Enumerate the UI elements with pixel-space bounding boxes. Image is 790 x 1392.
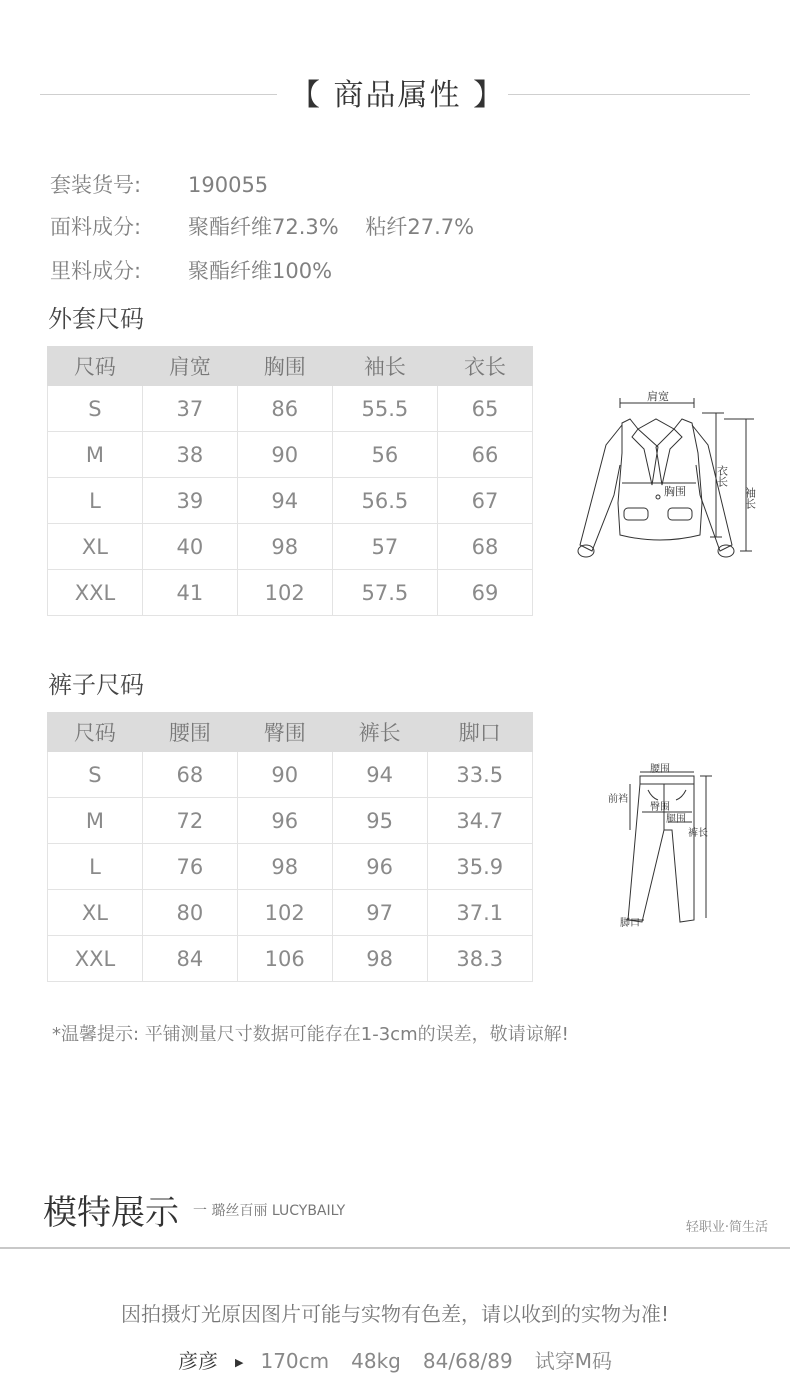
table-cell: 96: [237, 798, 332, 844]
diagram-label-thigh: 腿围: [666, 814, 686, 825]
table-cell: 95: [332, 798, 427, 844]
table-row: [48, 524, 533, 570]
table-cell: 106: [237, 936, 332, 982]
attr-fabric: [50, 211, 474, 241]
table-cell: XL: [48, 890, 143, 936]
model-section-title: 模特展示: [43, 1193, 179, 1233]
attr-value: 聚酯纤维100%: [188, 259, 333, 283]
diagram-label-front-rise: 前裆: [608, 794, 628, 805]
arrow-right-icon: ▶: [235, 1356, 244, 1369]
model-measurements: 84/68/89: [422, 1349, 513, 1373]
table-cell: S: [48, 752, 143, 798]
attr-label: 套装货号:: [50, 173, 142, 197]
jacket-measurement-diagram: [570, 385, 770, 570]
model-fit-size: 试穿M码: [534, 1349, 612, 1373]
column-header: 胸围: [237, 347, 332, 386]
table-cell: L: [48, 844, 143, 890]
table-cell: 76: [142, 844, 237, 890]
model-weight: 48kg: [351, 1349, 401, 1373]
table-row: [48, 890, 533, 936]
table-cell: 72: [142, 798, 237, 844]
diagram-label-hem: 脚口: [620, 918, 640, 929]
table-row: [48, 752, 533, 798]
color-disclaimer: 因拍摄灯光原因图片可能与实物有色差，请以收到的实物为准!: [120, 1302, 670, 1326]
table-cell: XXL: [48, 570, 143, 616]
table-cell: 86: [237, 386, 332, 432]
table-cell: 55.5: [332, 386, 437, 432]
table-cell: 68: [438, 524, 533, 570]
table-row: [48, 844, 533, 890]
table-cell: 37: [142, 386, 237, 432]
pants-measurement-diagram: [600, 760, 730, 935]
table-cell: 39: [142, 478, 237, 524]
table-cell: 40: [142, 524, 237, 570]
table-cell: M: [48, 432, 143, 478]
table-cell: 94: [332, 752, 427, 798]
table-cell: 57.5: [332, 570, 437, 616]
diagram-label-length: 裤长: [688, 828, 708, 839]
diagram-label-waist: 腰围: [650, 764, 670, 775]
table-cell: 90: [237, 752, 332, 798]
table-cell: 37.1: [427, 890, 532, 936]
table-cell: 69: [438, 570, 533, 616]
column-header: 尺码: [48, 347, 143, 386]
table-cell: S: [48, 386, 143, 432]
table-cell: XL: [48, 524, 143, 570]
column-header: 袖长: [332, 347, 437, 386]
diagram-label-length: 衣长: [715, 465, 729, 487]
table-cell: 38: [142, 432, 237, 478]
table-cell: 67: [438, 478, 533, 524]
header-line-left: [40, 94, 277, 95]
table-cell: 94: [237, 478, 332, 524]
table-row: [48, 570, 533, 616]
attr-value: 聚酯纤维72.3% 粘纤27.7%: [188, 215, 475, 239]
brand-tagline: 轻职业·简生活: [685, 1220, 768, 1235]
table-cell: 38.3: [427, 936, 532, 982]
page-title: 【 商品属性 】: [290, 78, 506, 113]
model-height: 170cm: [260, 1349, 330, 1373]
table-cell: XXL: [48, 936, 143, 982]
table-cell: 66: [438, 432, 533, 478]
attr-item-number: [50, 169, 268, 199]
attr-value: 190055: [188, 173, 269, 197]
column-header: 腰围: [142, 713, 237, 752]
table-cell: 97: [332, 890, 427, 936]
table-cell: 33.5: [427, 752, 532, 798]
table-cell: 96: [332, 844, 427, 890]
model-info: [0, 1345, 790, 1374]
section-divider: [0, 1247, 790, 1249]
table-cell: 102: [237, 890, 332, 936]
model-name: 彦彦: [178, 1349, 219, 1373]
table-row: [48, 478, 533, 524]
attr-lining: [50, 255, 332, 285]
table-cell: 90: [237, 432, 332, 478]
table-cell: 80: [142, 890, 237, 936]
table-cell: 98: [237, 524, 332, 570]
table-cell: 68: [142, 752, 237, 798]
table-row: [48, 798, 533, 844]
table-row: [48, 432, 533, 478]
jacket-size-table: [47, 346, 533, 616]
diagram-label-sleeve: 袖长: [743, 487, 757, 509]
pants-section-title: 裤子尺码: [48, 671, 144, 699]
table-cell: 57: [332, 524, 437, 570]
table-cell: M: [48, 798, 143, 844]
column-header: 衣长: [438, 347, 533, 386]
diagram-label-hip: 臀围: [650, 802, 670, 813]
measurement-note: *温馨提示: 平铺测量尺寸数据可能存在1-3cm的误差，敬请谅解!: [52, 1024, 569, 1045]
attr-label: 面料成分:: [50, 215, 142, 239]
column-header: 脚口: [427, 713, 532, 752]
table-cell: 65: [438, 386, 533, 432]
table-cell: 56.5: [332, 478, 437, 524]
table-cell: 98: [237, 844, 332, 890]
table-cell: L: [48, 478, 143, 524]
table-cell: 84: [142, 936, 237, 982]
table-header-row: [48, 347, 533, 386]
table-cell: 35.9: [427, 844, 532, 890]
table-cell: 56: [332, 432, 437, 478]
table-cell: 41: [142, 570, 237, 616]
attr-label: 里料成分:: [50, 259, 142, 283]
column-header: 臀围: [237, 713, 332, 752]
header-line-right: [508, 94, 750, 95]
diagram-label-chest: 胸围: [664, 485, 686, 498]
jacket-section-title: 外套尺码: [48, 305, 144, 333]
pants-size-table: [47, 712, 533, 982]
table-row: [48, 386, 533, 432]
table-cell: 102: [237, 570, 332, 616]
table-row: [48, 936, 533, 982]
table-header-row: [48, 713, 533, 752]
brand-subtitle: 一 璐丝百丽 LUCYBAILY: [193, 1203, 346, 1219]
column-header: 尺码: [48, 713, 143, 752]
table-cell: 34.7: [427, 798, 532, 844]
diagram-label-shoulder: 肩宽: [647, 390, 669, 403]
column-header: 肩宽: [142, 347, 237, 386]
table-cell: 98: [332, 936, 427, 982]
column-header: 裤长: [332, 713, 427, 752]
